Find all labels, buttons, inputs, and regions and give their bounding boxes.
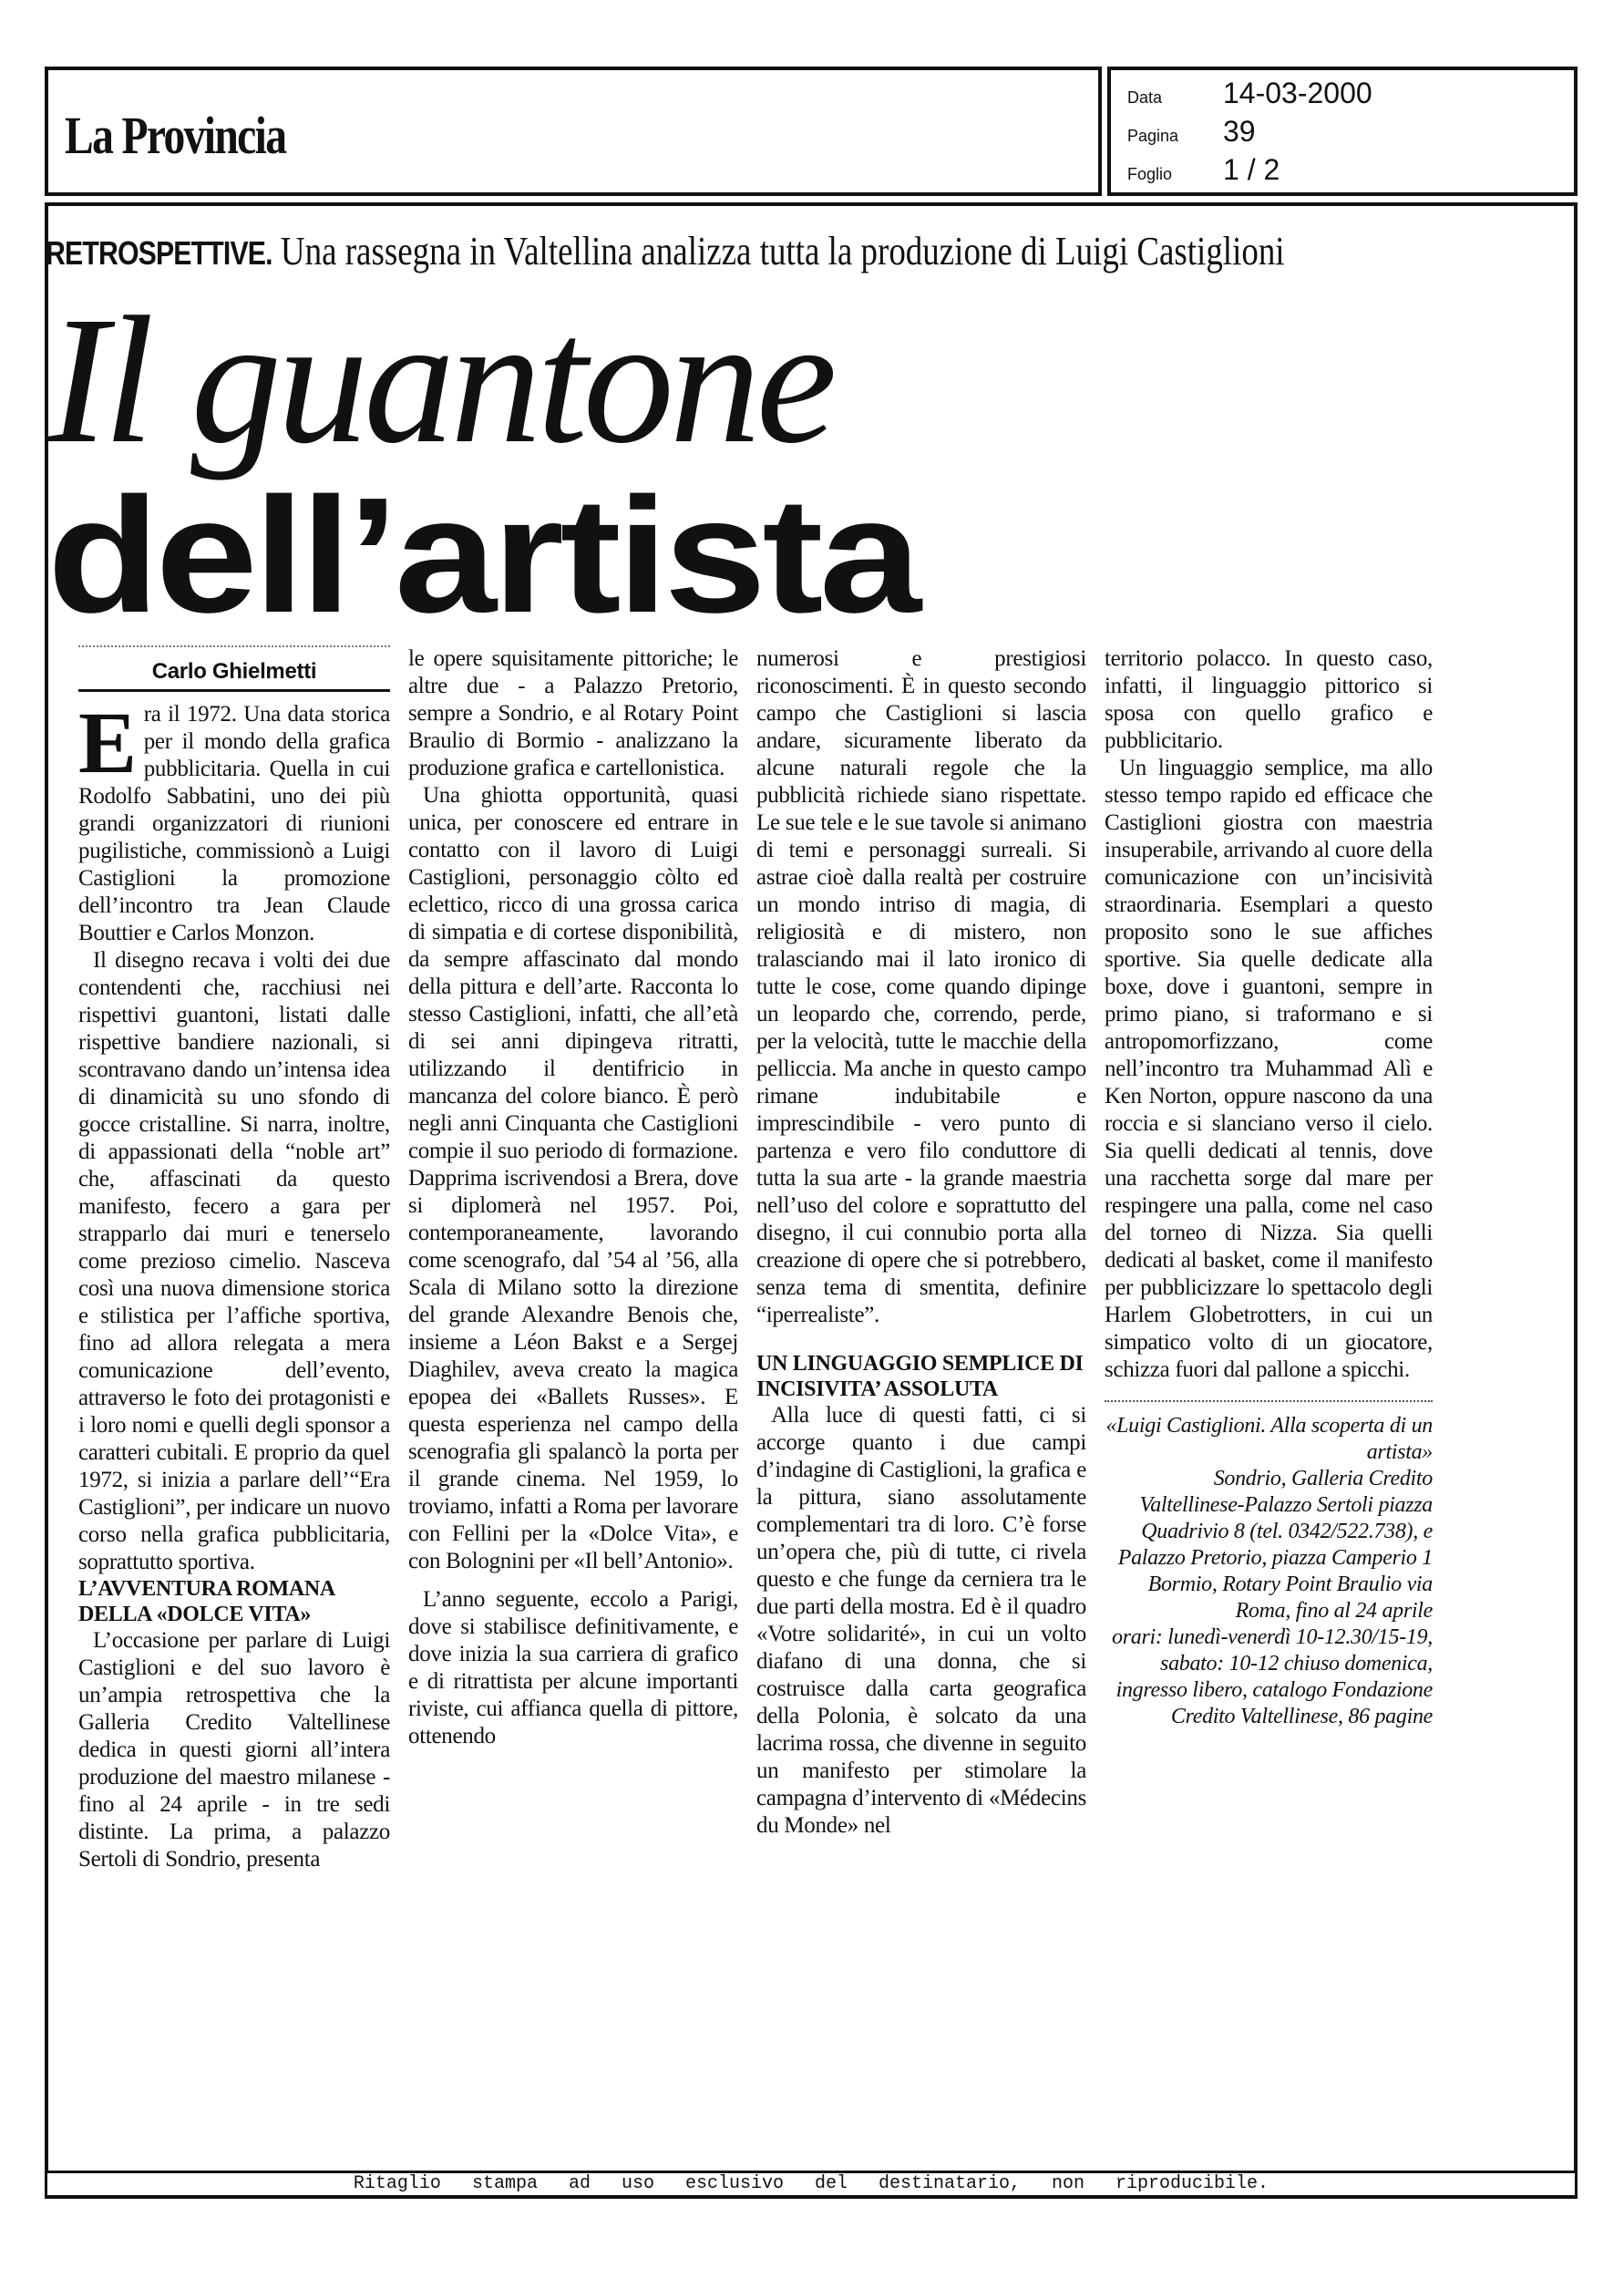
drop-cap: E [78,694,137,791]
paragraph [78,694,390,947]
info-title: «Luigi Castiglioni. Alla scoperta di un artista» [1105,1414,1433,1464]
date-label: Data [1127,88,1163,107]
byline: Carlo Ghielmetti [78,658,390,692]
clipping-meta-box [1107,67,1578,196]
subheading: UN LINGUAGGIO SEMPLICE DI INCISIVITA’ ASSOLUTA [756,1352,1084,1401]
paragraph: Una ghiotta opportunità, quasi unica, per conoscere ed entrare in contatto con il lavoro di Luigi Castiglioni, personaggio còlto ed eclettico, ricco di una grossa carica di simpatia e di cortese disponibilità, da sempre affascinato dal mondo della pittura e dell’arte. Racconta lo stesso Castiglioni, infatti, che all’età di sei anni dipingeva ritratti, utilizzando il dentifricio in mancanza del colore bianco. È però negli anni Cinquanta che Castiglioni compie il suo periodo di formazione. Dapprima iscrivendosi a Brera, dove si diplomerà nel 1957. Poi, contemporaneamente, lavorando come scenografo, dal ’54 al ’56, alla Scala di Milano sotto la direzione del grande Alexandre Benois che, insieme a Léon Bakst e a Sergej Diaghilev, aveva creato la magica epopea dei «Ballets Russes». E questa esperienza nel campo della scenografia gli spalancò la porta per il grande cinema. Nel 1959, lo troviamo, infatti a Roma per lavorare con Fellini per la «Dolce Vita», e con Bolognini per «Il bell’Antonio». [408,783,738,1573]
meta-sheet [1127,152,1280,191]
headline-line-1: Il guantone [47,280,833,481]
paragraph: numerosi e prestigiosi riconoscimenti. È in questo secondo campo che Castiglioni si lascia andare, sicuramente liberato da alcune naturali regole che la pubblicità richiede siano rispettate. Le sue tele e le sue tavole si animano di temi e personaggi surreali. Si astrae cioè dalla realtà per costruire un mondo intriso di magia, di religiosità e di mistero, non tralasciando mai il lato ironico di tutte le cose, come quando dipinge un leopardo che, correndo, perde, per la velocità, tutte le macchie della pelliccia. Ma anche in questo campo rimane indubitabile e imprescindibile - vero punto di partenza e vero filo conduttore di tutta la sua arte - la grande maestria nell’uso del colore e soprattutto del disegno, il cui connubio porta alla creazione di opere che si potrebbero, senza tema di smentita, definire “iperrealiste”. [756,646,1086,1327]
column-1 [78,645,390,1873]
info-sondrio: Sondrio, Galleria Credito Valtellinese-Palazzo Sertoli piazza Quadrivio 8 (tel. 0342/522.738), e Palazzo Pretorio, piazza Camperio 1 [1117,1467,1433,1570]
meta-date [1127,76,1372,115]
info-bormio: Bormio, Rotary Point Braulio via Roma, fino al 24 aprile [1147,1573,1433,1623]
info-hours: orari: lunedì-venerdì 10-12.30/15-19, sabato: 10-12 chiuso domenica, ingresso libero, catalogo Fondazione Credito Valtellinese, 86 pagine [1112,1625,1433,1728]
kicker [46,228,1285,275]
paragraph: Un linguaggio semplice, ma allo stesso tempo rapido ed efficace che Castiglioni giostra con maestria insuperabile, arrivando al cuore della comunicazione con un’incisività straordinaria. Esemplari a questo proposito sono le sue affiches sportive. Sia quelle dedicate alla boxe, dove i guantoni, sempre in primo piano, si traformano e si antropomorfizzano, come nell’incontro tra Muhammad Alì e Ken Norton, oppure nascono da una roccia e si slanciano verso il cielo. Sia quelli dedicati al tennis, dove una racchetta sorge dal mare per respingere una palla, come nel caso del torneo di Nizza. Sia quelli dedicati al basket, come il manifesto per pubblicizzare lo spettacolo degli Harlem Globetrotters, in cui un simpatico volto di un giocatore, schizza fuori dal pallone a spicchi. [1105,756,1433,1382]
kicker-text: Una rassegna in Valtellina analizza tutta la produzione di Luigi Castiglioni [280,229,1285,273]
divider [78,645,390,653]
headline-line-2: dell’artista [47,464,918,647]
kicker-label: RETROSPETTIVE. [46,234,272,272]
newspaper-masthead: La Provincia [65,106,286,165]
column-3 [756,645,1086,1840]
exhibition-info [1105,1400,1433,1730]
clipping-footer: Ritaglio stampa ad uso esclusivo del destinatario, non riproducibile. [45,2171,1578,2198]
meta-page [1127,114,1256,153]
subheading: L’AVVENTURA ROMANA DELLA «DOLCE VITA» [78,1577,334,1626]
sheet-label: Foglio [1127,165,1173,183]
date-value: 14-03-2000 [1223,77,1372,109]
paragraph: Alla luce di questi fatti, ci si accorge quanto i due campi d’indagine di Castiglioni, la grafica e la pittura, siano assolutamente complementari tra di loro. C’è forse un’opera che, più di tutte, ci rivela questo e che funge da cerniera tra le due parti della mostra. Ed è il quadro «Votre solidarité», in cui un volto diafano di una donna, che si costruisce dalla carta geografica della Polonia, è solcato da una lacrima rossa, che divenne in seguito un manifesto per stimolare la campagna d’intervento di «Médecins du Monde» nel [756,1403,1086,1838]
paragraph: Il disegno recava i volti dei due contendenti che, racchiusi nei rispettivi guantoni, listati dalle rispettive bandiere nazionali, si scontravano dando un’intensa idea di dinamicità su uno sfondo di gocce cristalline. Si narra, inoltre, di appassionati della “noble art” che, affascinati da questo manifesto, fecero a gara per strapparlo dai muri e tenerselo come prezioso cimelio. Nasceva così una nuova dimensione storica e stilistica per l’affiche sportiva, fino ad allora relegata a mera comunicazione dell’evento, attraverso le foto dei protagonisti e i loro nomi e quelli degli sponsor a caratteri cubitali. E proprio da quel 1972, si inizia a parlare dell’“Era Castiglioni”, per indicare un nuovo corso nella grafica pubblicitaria, soprattutto sportiva. [78,948,390,1574]
masthead-box [45,67,1102,196]
paragraph-text: ra il 1972. Una data storica per il mondo della grafica pubblicitaria. Quella in cui Rodolfo Sabbatini, uno dei più grandi organizzatori di riunioni pugilistiche, commissionò a Luigi Castiglioni la promozione dell’incontro tra Jean Claude Bouttier e Carlos Monzon. [78,702,390,945]
paragraph: le opere squisitamente pittoriche; le altre due - a Palazzo Pretorio, sempre a Sondrio, e al Rotary Point Braulio di Bormio - analizzano la produzione grafica e cartellonistica. [408,646,738,780]
paragraph: L’occasione per parlare di Luigi Castiglioni e del suo lavoro è un’ampia retrospettiva che la Galleria Credito Valtellinese dedica in questi giorni all’intera produzione del maestro milanese - fino al 24 aprile - in tre sedi distinte. La prima, a palazzo Sertoli di Sondrio, presenta [78,1628,390,1872]
page-label: Pagina [1127,127,1179,145]
column-4 [1105,645,1433,1730]
sheet-value: 1 / 2 [1223,153,1280,186]
column-2 [408,645,738,1750]
page-value: 39 [1223,115,1256,148]
paragraph: territorio polacco. In questo caso, infatti, il linguaggio pittorico si sposa con quello grafico e pubblicitario. [1105,646,1433,753]
paragraph: L’anno seguente, eccolo a Parigi, dove si stabilisce definitivamente, e dove inizia la sua carriera di grafico e di ritrattista per alcune importanti riviste, cui affianca quella di pittore, ottenendo [408,1587,738,1748]
